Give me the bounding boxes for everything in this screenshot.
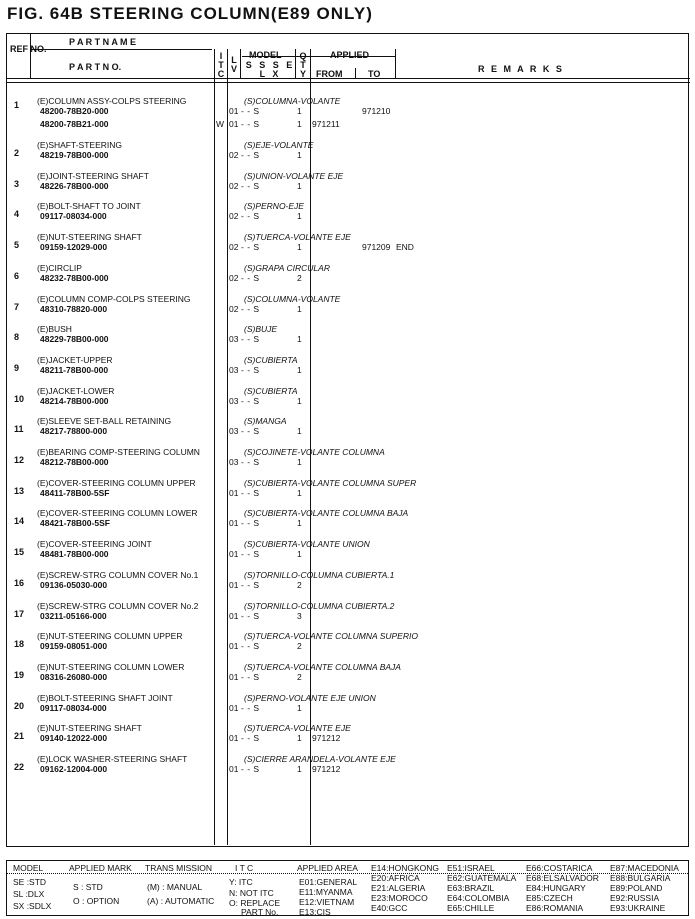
part-name-es: (S)COLUMNA-VOLANTE — [244, 96, 341, 106]
applied-to: 971209 — [362, 242, 391, 253]
legend-trans-manual: (M) : MANUAL — [147, 882, 203, 892]
header-model: MODEL — [249, 50, 282, 60]
part-name-en: (E)COVER-STEERING COLUMN LOWER — [37, 508, 198, 519]
header-model-cols: S S S E L X — [245, 60, 293, 79]
part-no: 03211-05166-000 — [40, 610, 107, 621]
legend-area-item: E11:MYANMA — [299, 887, 353, 897]
ref-no: 3 — [14, 178, 20, 189]
ref-no: 8 — [14, 332, 20, 343]
header-ref-no: REF NO. — [10, 44, 47, 54]
part-name-en: (E)NUT-STEERING SHAFT — [37, 232, 142, 243]
quantity: 1 — [297, 119, 302, 129]
part-name-en: (E)NUT-STEERING COLUMN LOWER — [37, 661, 185, 672]
model-applicability: - - S — [241, 641, 260, 652]
level: 01 — [229, 549, 239, 560]
model-applicability: - - S — [241, 211, 260, 222]
model-applicability: - - S — [241, 395, 260, 406]
quantity: 1 — [297, 733, 302, 744]
model-applicability: - - S — [241, 242, 260, 253]
part-no: 48219-78B00-000 — [40, 150, 109, 160]
legend-applied-mark-head: APPLIED MARK — [69, 863, 132, 873]
part-name-es: (S)TORNILLO-COLUMNA CUBIERTA.1 — [244, 569, 395, 580]
legend-area-item: E89:POLAND — [610, 883, 663, 893]
part-no: 09117-08034-000 — [40, 702, 107, 713]
legend-area-item: E13:CIS — [299, 907, 331, 917]
level: 01 — [229, 764, 239, 774]
part-no: 48229-78B00-000 — [40, 334, 109, 345]
model-applicability: - - S — [241, 272, 260, 283]
part-name-es: (S)UNION-VOLANTE EJE — [244, 170, 344, 181]
part-name-en: (E)NUT-STEERING SHAFT — [37, 723, 142, 734]
part-name-en: (E)SCREW-STRG COLUMN COVER No.1 — [37, 569, 199, 580]
table-row — [7, 570, 690, 601]
header-part-name: P A R T N A M E — [69, 37, 137, 47]
legend-area-item: E84:HUNGARY — [526, 883, 586, 893]
part-name-en: (E)NUT-STEERING COLUMN UPPER — [37, 631, 183, 642]
part-name-es: (S)CUBIERTA-VOLANTE COLUMNA SUPER — [244, 477, 417, 488]
table-row — [7, 386, 690, 417]
level: 02 — [229, 303, 239, 314]
table-row — [7, 201, 690, 232]
quantity: 1 — [297, 395, 302, 406]
legend-model-sl: SL :DLX — [13, 889, 45, 899]
legend-area-item: E88:BULGARIA — [610, 873, 671, 883]
level: 02 — [229, 272, 239, 283]
part-no: 48310-78820-000 — [40, 303, 108, 314]
part-no: 09159-08051-000 — [40, 641, 108, 652]
applied-to: 971210 — [362, 106, 391, 116]
part-no: 48411-78B00-5SF — [40, 487, 110, 498]
part-no: 08316-26080-000 — [40, 671, 108, 682]
part-no: 48214-78B00-000 — [40, 395, 109, 406]
legend-area-item: E68:ELSALVADOR — [526, 873, 599, 883]
part-name-es: (S)CUBIERTA-VOLANTE COLUMNA BAJA — [244, 508, 409, 519]
ref-no: 2 — [14, 148, 20, 158]
part-name-es: (S)TUERCA-VOLANTE COLUMNA SUPERIO — [244, 631, 418, 642]
table-row — [7, 416, 690, 447]
model-applicability: - - S — [241, 150, 260, 160]
part-name-es: (S)CIERRE ARANDELA-VOLANTE EJE — [244, 754, 396, 764]
ref-no: 13 — [14, 485, 25, 496]
ref-no: 5 — [14, 240, 20, 251]
table-row — [7, 324, 690, 355]
level: 02 — [229, 211, 239, 222]
part-name-en: (E)SHAFT-STEERING — [37, 140, 123, 150]
part-no: 48421-78B00-5SF — [40, 518, 110, 529]
remarks: END — [396, 242, 414, 253]
part-name-es: (S)TUERCA-VOLANTE EJE — [244, 723, 351, 734]
table-row — [7, 263, 690, 294]
ref-no: 19 — [14, 669, 25, 680]
quantity: 1 — [297, 211, 302, 222]
part-name-en: (E)BOLT-SHAFT TO JOINT — [37, 201, 141, 212]
quantity: 2 — [297, 671, 302, 682]
part-no: 48481-78B00-000 — [40, 549, 109, 560]
legend-area-item: E40:GCC — [371, 903, 408, 913]
part-no: 09159-12029-000 — [40, 242, 108, 253]
legend — [6, 860, 689, 916]
model-applicability: - - S — [241, 733, 260, 744]
ref-no: 4 — [14, 209, 20, 220]
table-row — [7, 232, 690, 263]
part-no: 48211-78B00-000 — [40, 364, 109, 375]
table-row — [7, 96, 690, 127]
level: 03 — [229, 364, 239, 375]
part-name-es: (S)COLUMNA-VOLANTE — [244, 293, 341, 304]
header-itc: I T C — [217, 51, 225, 79]
level: 02 — [229, 150, 239, 160]
table-row — [7, 539, 690, 570]
applied-from: 971211 — [312, 119, 340, 129]
table-row — [7, 631, 690, 662]
model-applicability: - - S — [241, 364, 260, 375]
part-name-es: (S)CUBIERTA — [244, 354, 298, 365]
part-name-es: (S)MANGA — [244, 416, 287, 427]
ref-no: 18 — [14, 639, 25, 650]
part-no: 09140-12022-000 — [40, 733, 108, 744]
part-name-en: (E)SLEEVE SET-BALL RETAINING — [37, 416, 172, 427]
part-no: 48212-78B00-000 — [40, 457, 109, 467]
table-row — [7, 508, 690, 539]
level: 01 — [229, 702, 239, 713]
part-name-es: (S)EJE-VOLANTE — [244, 140, 314, 150]
quantity: 1 — [297, 702, 302, 713]
legend-area-item: E23:MOROCO — [371, 893, 428, 903]
quantity: 1 — [297, 457, 302, 467]
part-name-en: (E)BUSH — [37, 324, 72, 335]
legend-itc-partno: PART No. — [241, 907, 279, 917]
part-name-es: (S)CUBIERTA — [244, 385, 298, 396]
table-row — [7, 140, 690, 171]
part-no: 48200-78B20-000 — [40, 106, 109, 116]
part-name-en: (E)JOINT-STEERING SHAFT — [37, 170, 149, 181]
quantity: 1 — [297, 549, 302, 560]
quantity: 2 — [297, 641, 302, 652]
part-name-en: (E)BEARING COMP-STEERING COLUMN — [37, 447, 200, 457]
part-name-es: (S)GRAPA CIRCULAR — [244, 262, 330, 273]
legend-area-item: E85:CZECH — [526, 893, 573, 903]
model-applicability: - - S — [241, 334, 260, 345]
page-title: FIG. 64B STEERING COLUMN(E89 ONLY) — [7, 4, 373, 23]
level: 02 — [229, 180, 239, 191]
part-name-es: (S)TORNILLO-COLUMNA CUBIERTA.2 — [244, 600, 395, 611]
part-name-es: (S)COJINETE-VOLANTE COLUMNA — [244, 447, 385, 457]
header-remarks: R E M A R K S — [478, 64, 564, 74]
model-applicability: - - S — [241, 457, 260, 467]
table-row — [7, 294, 690, 325]
header-qty: Q T Y — [299, 51, 307, 79]
quantity: 2 — [297, 579, 302, 590]
applied-from: 971212 — [312, 764, 341, 774]
ref-no: 9 — [14, 362, 20, 373]
legend-area-item: E51:ISRAEL — [447, 863, 495, 873]
quantity: 1 — [297, 364, 302, 375]
ref-no: 20 — [14, 700, 25, 711]
legend-area-item: E62:GUATEMALA — [447, 873, 517, 883]
model-applicability: - - S — [241, 119, 260, 129]
legend-area-item: E12:VIETNAM — [299, 897, 355, 907]
legend-area-item: E01:GENERAL — [299, 877, 358, 887]
part-no: 48217-78800-000 — [40, 426, 108, 437]
quantity: 1 — [297, 764, 302, 774]
level: 03 — [229, 426, 239, 437]
model-applicability: - - S — [241, 579, 260, 590]
part-no: 48232-78B00-000 — [40, 272, 109, 283]
quantity: 2 — [297, 272, 302, 283]
legend-area-item: E93:UKRAINE — [610, 903, 666, 913]
quantity: 1 — [297, 106, 302, 116]
part-name-en: (E)CIRCLIP — [37, 262, 82, 273]
legend-area-item: E63:BRAZIL — [447, 883, 495, 893]
part-name-en: (E)COVER-STEERING JOINT — [37, 539, 152, 550]
level: 01 — [229, 518, 239, 529]
ref-no: 10 — [14, 393, 25, 404]
model-applicability: - - S — [241, 487, 260, 498]
table-row — [7, 478, 690, 509]
table-row — [7, 601, 690, 632]
level: 01 — [229, 671, 239, 682]
part-no: 09136-05030-000 — [40, 579, 108, 590]
level: 03 — [229, 395, 239, 406]
level: 01 — [229, 119, 239, 129]
legend-area-item: E64:COLOMBIA — [447, 893, 510, 903]
part-name-en: (E)COLUMN ASSY-COLPS STEERING — [37, 96, 187, 106]
part-name-en: (E)JACKET-UPPER — [37, 354, 113, 365]
quantity: 1 — [297, 518, 302, 529]
quantity: 3 — [297, 610, 302, 621]
quantity: 1 — [297, 334, 302, 345]
table-row — [7, 447, 690, 478]
ref-no: 16 — [14, 577, 25, 588]
legend-area-item: E21:ALGERIA — [371, 883, 426, 893]
table-row — [7, 662, 690, 693]
part-name-en: (E)COVER-STEERING COLUMN UPPER — [37, 477, 196, 488]
table-row — [7, 723, 690, 754]
legend-itc-n: N: NOT ITC — [229, 888, 274, 898]
legend-trans-head: TRANS MISSION — [145, 863, 213, 873]
table-row — [7, 693, 690, 724]
quantity: 1 — [297, 180, 302, 191]
part-name-es: (S)TUERCA-VOLANTE EJE — [244, 232, 351, 243]
part-name-en: (E)BOLT-STEERING SHAFT JOINT — [37, 692, 173, 703]
model-applicability: - - S — [241, 610, 260, 621]
legend-itc-o: O: REPLACE — [229, 898, 281, 908]
itc-mark: W — [216, 119, 225, 129]
header-part-no: P A R T N O. — [69, 62, 122, 72]
level: 03 — [229, 457, 239, 467]
legend-model-sx: SX :SDLX — [13, 901, 52, 911]
part-name-en: (E)SCREW-STRG COLUMN COVER No.2 — [37, 600, 199, 611]
table-row — [7, 754, 690, 785]
quantity: 1 — [297, 487, 302, 498]
ref-no: 7 — [14, 301, 20, 312]
quantity: 1 — [297, 426, 302, 437]
model-applicability: - - S — [241, 518, 260, 529]
quantity: 1 — [297, 242, 302, 253]
legend-area-head: APPLIED AREA — [297, 863, 358, 873]
part-name-es: (S)CUBIERTA-VOLANTE UNION — [244, 539, 370, 550]
level: 01 — [229, 733, 239, 744]
level: 01 — [229, 106, 239, 116]
level: 03 — [229, 334, 239, 345]
level: 01 — [229, 487, 239, 498]
legend-itc-y: Y: ITC — [229, 877, 253, 887]
legend-area-item: E86:ROMANIA — [526, 903, 584, 913]
legend-model-head: MODEL — [13, 863, 44, 873]
ref-no: 1 — [14, 100, 20, 110]
level: 01 — [229, 610, 239, 621]
applied-from: 971212 — [312, 733, 341, 744]
part-name-en: (E)JACKET-LOWER — [37, 385, 115, 396]
header-applied: APPLIED — [330, 50, 370, 60]
ref-no: 11 — [14, 424, 24, 435]
legend-mark-option: O : OPTION — [73, 896, 120, 906]
header-lv: L V — [230, 55, 237, 74]
part-no: 09162-12004-000 — [40, 764, 108, 774]
legend-model-se: SE :STD — [13, 877, 47, 887]
quantity: 1 — [297, 150, 302, 160]
legend-area-item: E14:HONGKONG — [371, 863, 440, 873]
legend-mark-std: S : STD — [73, 882, 103, 892]
level: 01 — [229, 641, 239, 652]
model-applicability: - - S — [241, 671, 260, 682]
ref-no: 15 — [14, 547, 25, 558]
level: 01 — [229, 579, 239, 590]
model-applicability: - - S — [241, 702, 260, 713]
model-applicability: - - S — [241, 549, 260, 560]
part-name-es: (S)PERNO-VOLANTE EJE UNION — [244, 692, 376, 703]
header-to: TO — [368, 69, 381, 79]
part-no: 09117-08034-000 — [40, 211, 107, 222]
model-applicability: - - S — [241, 426, 260, 437]
legend-itc-head: I T C — [235, 863, 254, 873]
legend-area-item: E20:AFRICA — [371, 873, 420, 883]
part-name-es: (S)PERNO-EJE — [244, 201, 304, 212]
part-name-es: (S)BUJE — [244, 324, 278, 335]
model-applicability: - - S — [241, 180, 260, 191]
model-applicability: - - S — [241, 106, 260, 116]
legend-area-item: E87:MACEDONIA — [610, 863, 679, 873]
ref-no: 21 — [14, 731, 25, 742]
level: 02 — [229, 242, 239, 253]
ref-no: 6 — [14, 270, 20, 281]
parts-table — [6, 33, 689, 847]
ref-no: 14 — [14, 516, 25, 527]
legend-trans-automatic: (A) : AUTOMATIC — [147, 896, 215, 906]
ref-no: 22 — [14, 762, 25, 772]
model-applicability: - - S — [241, 764, 260, 774]
part-no: 48226-78B00-000 — [40, 180, 109, 191]
legend-area-item: E65:CHILLE — [447, 903, 495, 913]
legend-area-item: E66:COSTARICA — [526, 863, 593, 873]
part-name-en: (E)COLUMN COMP-COLPS STEERING — [37, 293, 191, 304]
part-name-es: (S)TUERCA-VOLANTE COLUMNA BAJA — [244, 661, 401, 672]
ref-no: 17 — [14, 608, 25, 619]
table-row — [7, 171, 690, 202]
part-no: 48200-78B21-000 — [40, 119, 109, 129]
part-name-en: (E)LOCK WASHER-STEERING SHAFT — [37, 754, 188, 764]
table-row — [7, 355, 690, 386]
model-applicability: - - S — [241, 303, 260, 314]
quantity: 1 — [297, 303, 302, 314]
legend-area-item: E92:RUSSIA — [610, 893, 660, 903]
ref-no: 12 — [14, 455, 25, 465]
header-from: FROM — [316, 69, 343, 79]
